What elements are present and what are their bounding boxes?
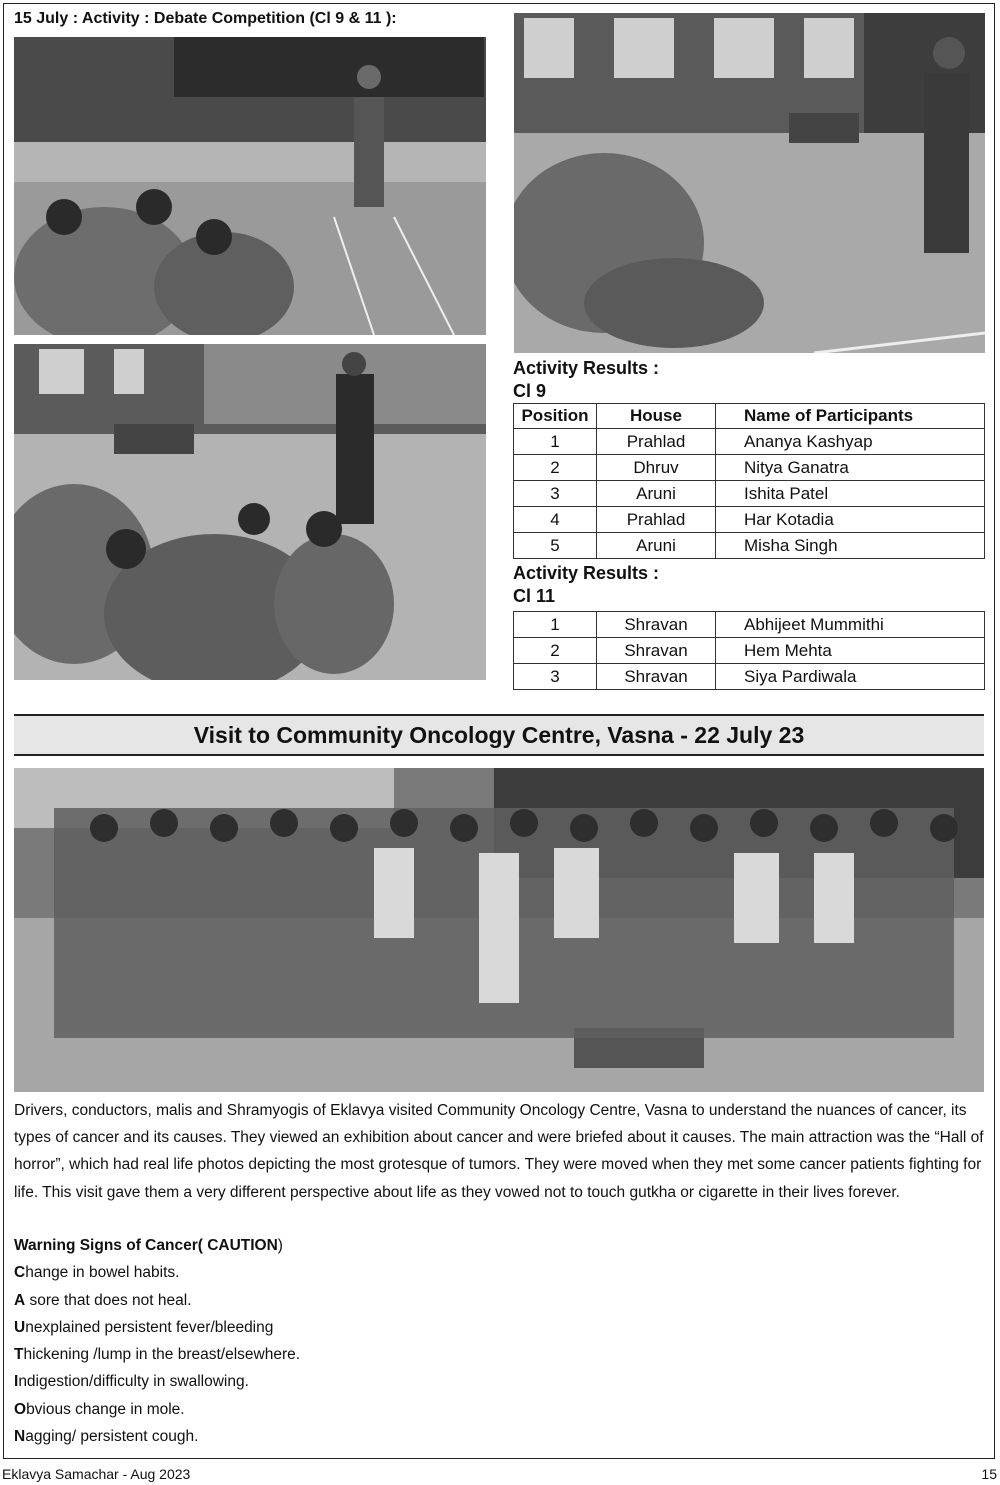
position-cell: 2 (514, 638, 597, 664)
cl11-heading-line2: Cl 11 (513, 586, 556, 606)
table-row (514, 612, 985, 638)
acronym-letter: N (14, 1428, 26, 1446)
house-cell: Aruni (597, 481, 716, 507)
list-item-text: agging/ persistent cough. (25, 1428, 199, 1446)
photo-debate-outdoor (14, 344, 486, 680)
house-cell: Aruni (597, 533, 716, 559)
list-item (14, 1314, 300, 1341)
list-item (14, 1396, 300, 1423)
list-item-text: ndigestion/difficulty in swallowing. (18, 1373, 249, 1391)
position-cell: 5 (514, 533, 597, 559)
house-cell: Shravan (597, 612, 716, 638)
list-item-text: hickening /lump in the breast/elsewhere. (23, 1346, 301, 1364)
acronym-letter: T (14, 1346, 24, 1364)
visit-description: Drivers, conductors, malis and Shramyogis of Eklavya visited Community Oncology Centre, Vasna to understand the nuances of cancer, its types of cancer and its causes. They viewed an exhibition about cancer and were briefed about it causes. The main attraction was the “Hall of horror”, which had real life photos depicting the most grotesque of tumors. They were moved when they met some cancer patients fighting for life. This visit gave them a very different perspective about life as they vowed not to touch gutkha or cigarette in their lives forever. (14, 1102, 984, 1201)
position-cell: 3 (514, 664, 597, 690)
position-cell: 2 (514, 455, 597, 481)
position-cell: 1 (514, 612, 597, 638)
participant-cell: Hem Mehta (716, 638, 985, 664)
cl9-heading-line1: Activity Results : (513, 358, 660, 378)
participant-cell: Siya Pardiwala (716, 664, 985, 690)
house-cell: Prahlad (597, 429, 716, 455)
table-row (514, 533, 985, 559)
house-cell: Prahlad (597, 507, 716, 533)
photo-debate-court (514, 13, 985, 353)
acronym-letter: O (14, 1400, 27, 1418)
participant-cell: Nitya Ganatra (716, 455, 985, 481)
warning-title-tail: ) (277, 1237, 283, 1254)
list-item-text: nexplained persistent fever/bleeding (25, 1318, 274, 1336)
table-row (514, 507, 985, 533)
list-item (14, 1287, 300, 1314)
table-header-row (514, 404, 985, 429)
warning-title (14, 1232, 300, 1259)
list-item (14, 1423, 300, 1450)
participant-cell: Misha Singh (716, 533, 985, 559)
list-item-text: bvious change in mole. (26, 1400, 185, 1418)
cl9-results-table (513, 403, 985, 559)
photo-debate-stage (14, 37, 486, 335)
house-cell: Shravan (597, 638, 716, 664)
position-cell: 1 (514, 429, 597, 455)
house-cell: Dhruv (597, 455, 716, 481)
participant-cell: Abhijeet Mummithi (716, 612, 985, 638)
list-item (14, 1341, 300, 1368)
table-row (514, 455, 985, 481)
header-participants: Name of Participants (716, 404, 985, 429)
warning-title-bold: Warning Signs of Cancer( CAUTION (14, 1237, 278, 1254)
acronym-letter: U (14, 1318, 26, 1336)
header-house: House (597, 404, 716, 429)
warning-signs-list (14, 1232, 300, 1450)
header-position: Position (514, 404, 597, 429)
participant-cell: Ishita Patel (716, 481, 985, 507)
debate-caption: 15 July : Activity : Debate Competition (Cl 9 & 11 ): (14, 10, 397, 27)
table-row (514, 664, 985, 690)
list-item-text: hange in bowel habits. (25, 1264, 180, 1282)
cl11-results-heading (513, 562, 659, 608)
cl9-heading-line2: Cl 9 (513, 381, 547, 401)
position-cell: 3 (514, 481, 597, 507)
cl9-results-heading (513, 357, 659, 403)
position-cell: 4 (514, 507, 597, 533)
cl11-results-table (513, 611, 985, 690)
table-row (514, 481, 985, 507)
list-item-text: sore that does not heal. (25, 1291, 192, 1309)
photo-group-oncology-centre (14, 768, 984, 1092)
list-item (14, 1368, 300, 1395)
footer-publication: Eklavya Samachar - Aug 2023 (2, 1466, 191, 1482)
list-item (14, 1259, 300, 1286)
acronym-letter: C (14, 1264, 26, 1282)
table-row (514, 638, 985, 664)
acronym-letter: A (14, 1291, 26, 1309)
house-cell: Shravan (597, 664, 716, 690)
participant-cell: Har Kotadia (716, 507, 985, 533)
participant-cell: Ananya Kashyap (716, 429, 985, 455)
footer-page-number: 15 (981, 1466, 997, 1482)
acronym-letter: I (14, 1373, 19, 1391)
cl11-heading-line1: Activity Results : (513, 563, 660, 583)
section-banner-title: Visit to Community Oncology Centre, Vasna - 22 July 23 (14, 714, 984, 756)
table-row (514, 429, 985, 455)
